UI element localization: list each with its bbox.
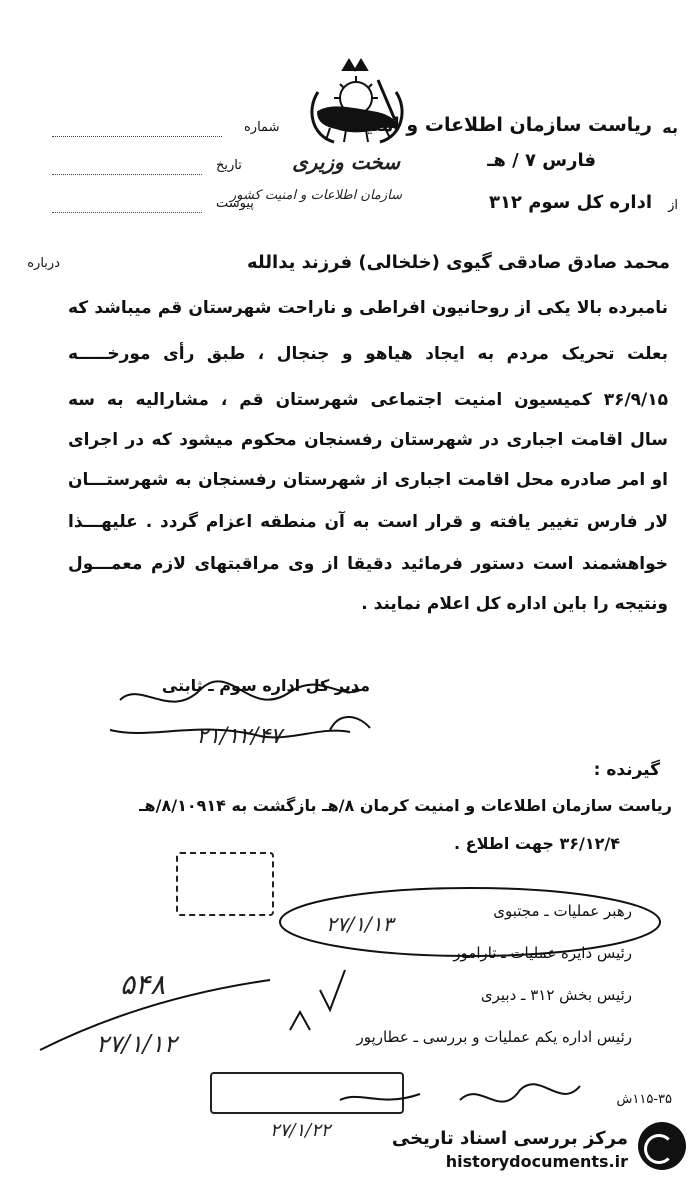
handwritten-number: ۵۴۸ (120, 968, 166, 1001)
stamp-line-1: سخت وزیری (292, 150, 400, 174)
handwritten-routing-date: ۲۷/۱/۱۳ (326, 912, 394, 936)
attach-label: پیوست (216, 196, 254, 211)
subject-value: محمد صادق صادقی گیوی (خلخالی) فرزند یدالله (247, 252, 670, 273)
file-code: ۱۱۵-۳۵ش (616, 1092, 672, 1107)
recipients-label: گیرنده : (593, 760, 660, 780)
routing-item: رئیس دایره عملیات ـ تارامور (453, 944, 632, 962)
stamp-line-2: سازمان اطلاعات و امنیت کشور (229, 188, 402, 203)
archive-logo-mark (644, 1134, 674, 1164)
signature-title: مدیر کل اداره سوم ـ ثابتی (161, 676, 370, 695)
body-line: سال اقامت اجباری در شهرستان رفسنجان محکوم میشود که در اجرای (68, 430, 668, 450)
to-value: ریاست سازمان اطلاعات و امنیت (345, 114, 652, 136)
routing-item: رهبر عملیات ـ مجتبوی (493, 902, 632, 920)
body-line: نامبرده بالا یکی از روحانیون افراطی و ناراحت شهرستان قم میباشد که (68, 298, 668, 318)
routing-item: رئیس بخش ۳۱۲ ـ دبیری (480, 986, 632, 1004)
body-line: ۳۶/۹/۱۵ کمیسیون امنیت اجتماعی شهرستان قم ، مشارالیه به سه (68, 390, 668, 410)
body-line: خواهشمند است دستور فرمائید دقیقا از وی مراقبتهای لازم معمـــول (68, 554, 668, 574)
body-line: او امر صادره محل اقامت اجباری از شهرستان رفسنجان به شهرستـــان (68, 470, 668, 490)
from-label: از (668, 198, 678, 213)
subject-label: درباره (27, 256, 60, 271)
signature-date: ۲۱/۱۲/۴۷ (196, 724, 282, 749)
recipients-line-2: ۳۶/۱۲/۴ جهت اطلاع . (454, 834, 620, 853)
reference-code: فارس ۷ / هـ (487, 150, 596, 171)
number-label: شماره (244, 120, 280, 135)
to-label: به (662, 118, 678, 137)
footer-website[interactable]: historydocuments.ir (445, 1152, 628, 1171)
body-line: بعلت تحریک مردم به ایجاد هیاهو و جنجال ، طبق رأی مورخـــــه (68, 344, 668, 364)
footer-org-name: مرکز بررسی اسناد تاریخی (391, 1128, 628, 1149)
body-line-last: ونتیجه را باین اداره کل اعلام نمایند . (361, 594, 668, 614)
handwritten-left-date: ۲۷/۱/۱۲ (96, 1030, 177, 1058)
from-value: اداره کل سوم ۳۱۲ (488, 192, 652, 213)
routing-item: رئیس اداره یکم عملیات و بررسی ـ عطارپور (356, 1028, 632, 1046)
body-line: لار فارس تغییر یافته و قرار است به آن منطقه اعزام گردد . علیهـــذا (68, 512, 668, 532)
recipients-line-1: ریاست سازمان اطلاعات و امنیت کرمان ۸/هـ بازگشت به ۸/۱۰۹۱۴/هـ (139, 796, 672, 815)
date-label: تاریخ (216, 158, 242, 173)
handwritten-bottom-date: ۲۷/۱/۲۲ (270, 1120, 331, 1141)
